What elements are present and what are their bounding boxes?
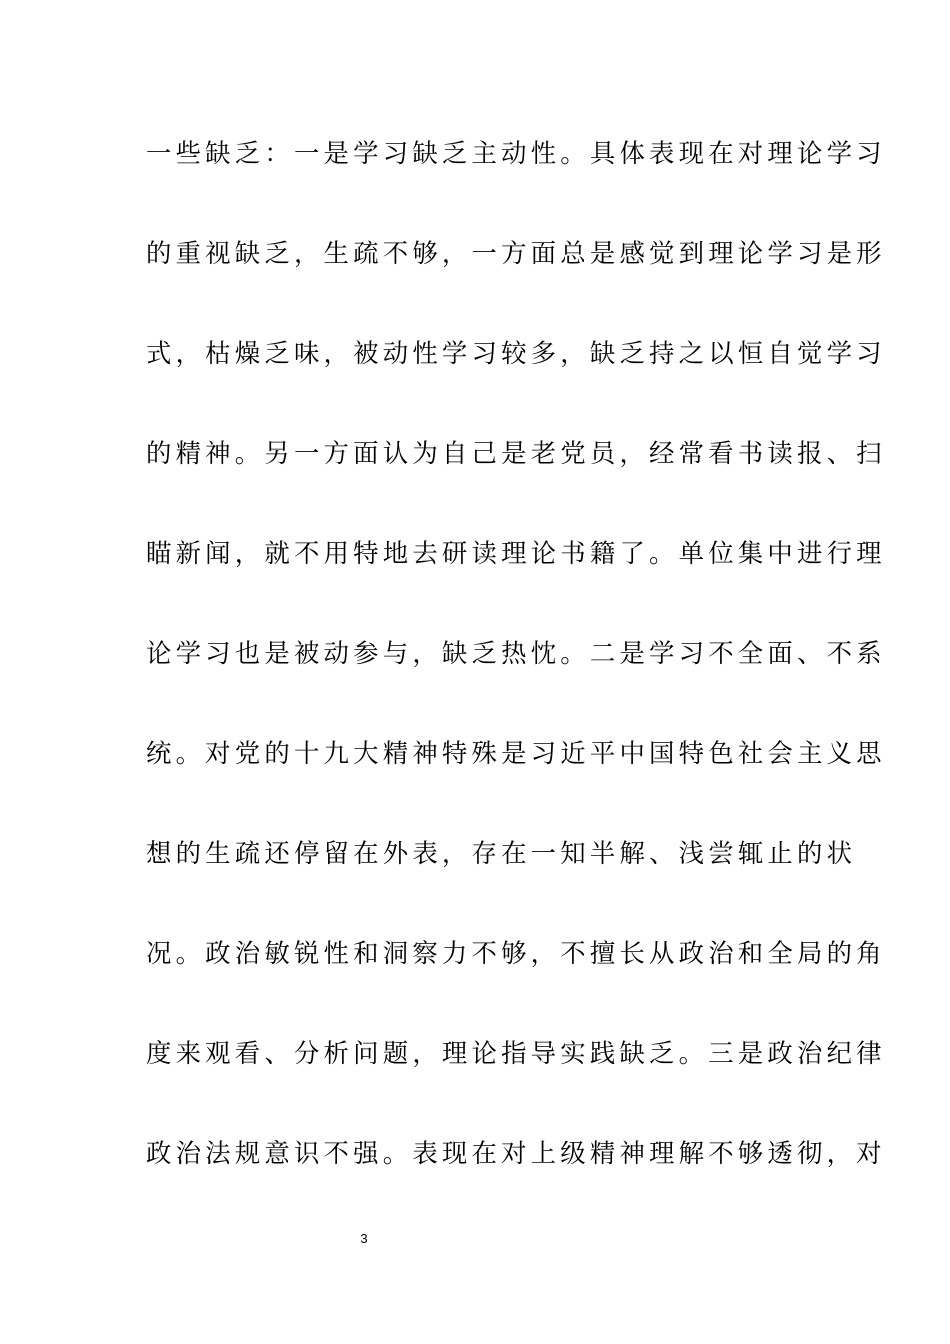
text-line: 瞄新闻，就不用特地去研读理论书籍了。单位集中进行理 (146, 538, 886, 568)
page-number: 3 (360, 1231, 368, 1246)
text-line: 一些缺乏：一是学习缺乏主动性。具体表现在对理论学习 (146, 138, 886, 168)
text-line: 况。政治敏锐性和洞察力不够，不擅长从政治和全局的角 (146, 938, 886, 968)
text-line: 政治法规意识不强。表现在对上级精神理解不够透彻，对 (146, 1138, 886, 1168)
text-line: 论学习也是被动参与，缺乏热忱。二是学习不全面、不系 (146, 638, 886, 668)
text-line: 想的生疏还停留在外表，存在一知半解、浅尝辄止的状 (146, 838, 857, 868)
text-line: 度来观看、分析问题，理论指导实践缺乏。三是政治纪律 (146, 1038, 886, 1068)
body-text (146, 128, 886, 1228)
text-line: 的重视缺乏，生疏不够，一方面总是感觉到理论学习是形 (146, 238, 886, 268)
text-line: 式，枯燥乏味，被动性学习较多，缺乏持之以恒自觉学习 (146, 338, 886, 368)
text-line: 统。对党的十九大精神特殊是习近平中国特色社会主义思 (146, 738, 886, 768)
text-line: 的精神。另一方面认为自己是老党员，经常看书读报、扫 (146, 438, 886, 468)
